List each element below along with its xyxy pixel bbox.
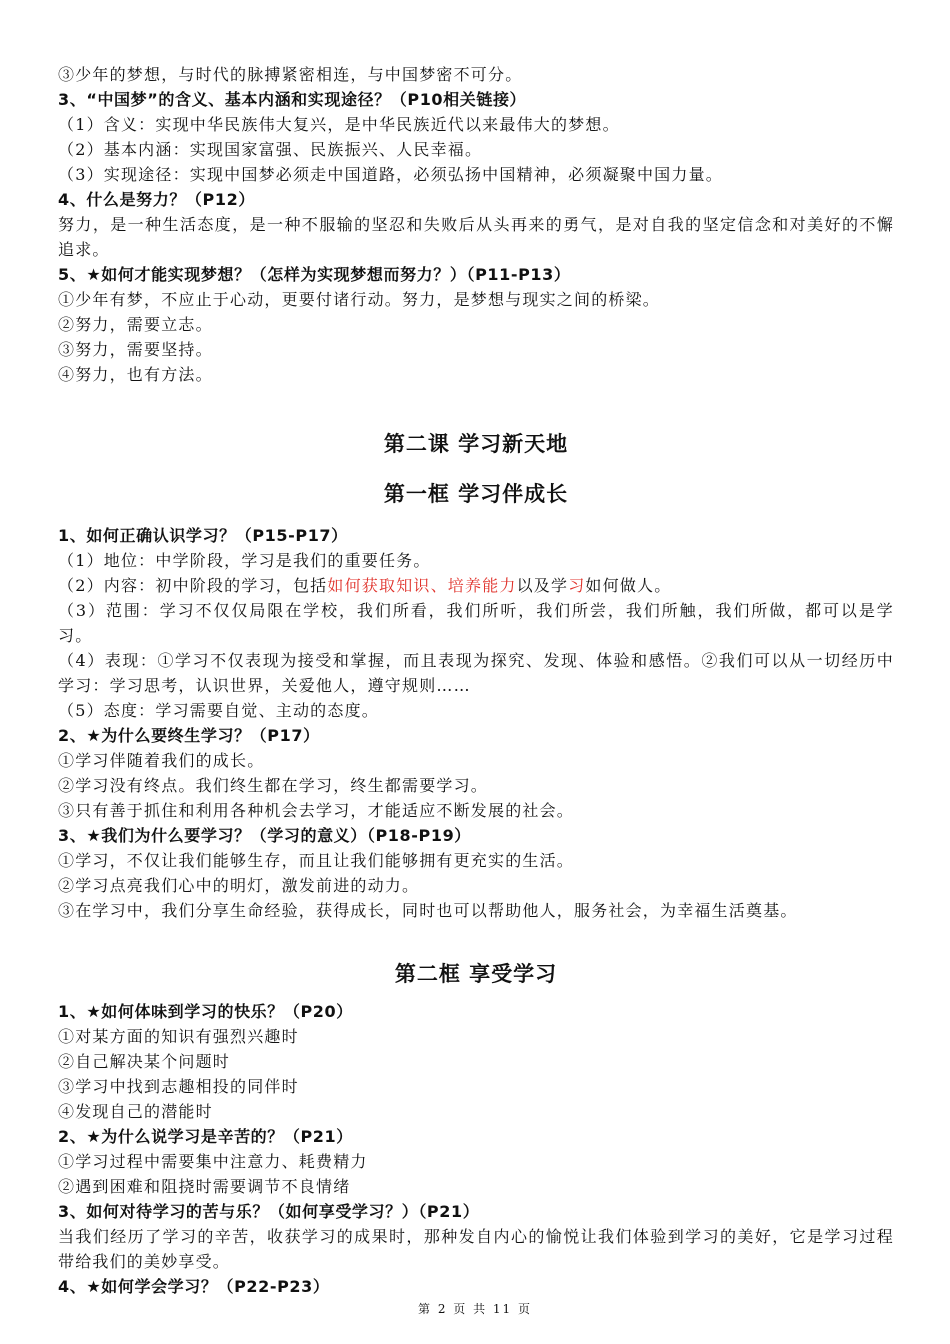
- question-understand-learning: 1、如何正确认识学习？（P15-P17）: [58, 526, 348, 545]
- section-title-frame1: 第一框 学习伴成长: [383, 482, 569, 506]
- answer-paragraph: 当我们经历了学习的辛苦，收获学习的成果时，那种发自内心的愉悦让我们体验到学习的美好，它是学习过程带给我们的美妙享受。: [58, 1227, 894, 1271]
- list-item: ③学习中找到志趣相投的同伴时: [58, 1077, 299, 1096]
- list-item: ①学习过程中需要集中注意力、耗费精力: [58, 1152, 368, 1171]
- question-what-is-effort: 4、什么是努力？（P12）: [58, 190, 255, 209]
- list-item-content: [58, 573, 894, 598]
- list-item: ①少年有梦，不应止于心动，更要付诸行动。努力，是梦想与现实之间的桥梁。: [58, 290, 661, 309]
- highlight-separator: 、: [430, 576, 448, 595]
- answer-paragraph: 努力，是一种生活态度，是一种不服输的坚忍和失败后从头再来的勇气，是对自我的坚定信念和对美好的不懈追求。: [58, 215, 894, 259]
- list-item: （2）基本内涵：实现国家富强、民族振兴、人民幸福。: [58, 140, 483, 159]
- highlight-text: 习: [568, 576, 586, 595]
- list-item: （3）范围：学习不仅仅局限在学校，我们所看，我们所听，我们所尝，我们所触，我们所做，都可以是学习。: [58, 601, 894, 645]
- text-segment: （2）内容：初中阶段的学习，包括: [58, 576, 328, 595]
- list-item: （1）地位：中学阶段，学习是我们的重要任务。: [58, 551, 431, 570]
- list-item: ②遇到困难和阻挠时需要调节不良情绪: [58, 1177, 351, 1196]
- section-title-frame2: 第二框 享受学习: [394, 962, 558, 986]
- question-learn-to-learn: 4、★如何学会学习？（P22-P23）: [58, 1277, 330, 1296]
- question-chinese-dream: 3、“中国梦”的含义、基本内涵和实现途径？（P10相关链接）: [58, 90, 527, 109]
- lesson-title: 第二课 学习新天地: [383, 432, 569, 456]
- list-item: ②学习没有终点。我们终生都在学习，终生都需要学习。: [58, 776, 489, 795]
- highlight-text: 如何获取知识: [327, 576, 431, 595]
- list-item: ②学习点亮我们心中的明灯，激发前进的动力。: [58, 876, 420, 895]
- question-why-learn: 3、★我们为什么要学习？（学习的意义）（P18-P19）: [58, 826, 471, 845]
- document-page: [58, 62, 894, 1299]
- list-item: ①对某方面的知识有强烈兴趣时: [58, 1027, 299, 1046]
- list-item: ③努力，需要坚持。: [58, 340, 213, 359]
- list-item: （1）含义：实现中华民族伟大复兴，是中华民族近代以来最伟大的梦想。: [58, 115, 620, 134]
- list-item: ①学习，不仅让我们能够生存，而且让我们能够拥有更充实的生活。: [58, 851, 575, 870]
- highlight-text: 培养能力: [447, 576, 517, 595]
- dream-point-3: ③少年的梦想，与时代的脉搏紧密相连，与中国梦密不可分。: [58, 65, 523, 84]
- list-item: ④努力，也有方法。: [58, 365, 213, 384]
- list-item: ②努力，需要立志。: [58, 315, 213, 334]
- question-realize-dream: 5、★如何才能实现梦想？（怎样为实现梦想而努力？）（P11-P13）: [58, 265, 571, 284]
- question-learning-hard: 2、★为什么说学习是辛苦的？（P21）: [58, 1127, 353, 1146]
- text-segment: 如何做人。: [585, 576, 672, 595]
- question-lifelong-learning: 2、★为什么要终生学习？（P17）: [58, 726, 320, 745]
- list-item: ③只有善于抓住和利用各种机会去学习，才能适应不断发展的社会。: [58, 801, 575, 820]
- list-item: ①学习伴随着我们的成长。: [58, 751, 265, 770]
- list-item: （5）态度：学习需要自觉、主动的态度。: [58, 701, 379, 720]
- list-item: ③在学习中，我们分享生命经验，获得成长，同时也可以帮助他人，服务社会，为幸福生活奠基。: [58, 901, 798, 920]
- page-footer: 第 2 页 共 11 页: [418, 1302, 532, 1316]
- question-bitter-and-joy: 3、如何对待学习的苦与乐？（如何享受学习？）（P21）: [58, 1202, 480, 1221]
- list-item: （4）表现：①学习不仅表现为接受和掌握，而且表现为探究、发现、体验和感悟。②我们可以从一切经历中学习：学习思考，认识世界，关爱他人，遵守规则……: [58, 651, 894, 695]
- question-joy-of-learning: 1、★如何体味到学习的快乐？（P20）: [58, 1002, 353, 1021]
- text-segment: 以及学: [516, 576, 569, 595]
- list-item: ④发现自己的潜能时: [58, 1102, 213, 1121]
- list-item: ②自己解决某个问题时: [58, 1052, 231, 1071]
- list-item: （3）实现途径：实现中国梦必须走中国道路，必须弘扬中国精神，必须凝聚中国力量。: [58, 165, 723, 184]
